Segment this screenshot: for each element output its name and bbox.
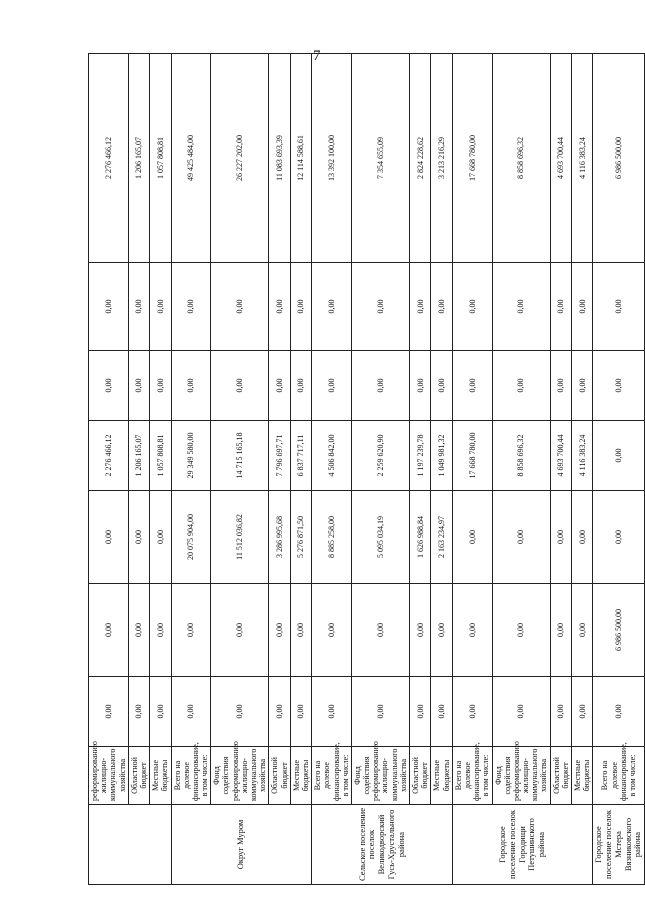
amount-cell: 0,00 <box>351 263 409 351</box>
table-row <box>492 54 550 885</box>
total-amount-cell: 2 824 228,62 <box>410 54 431 263</box>
amount-cell: 0,00 <box>550 263 571 351</box>
amount-cell: 0,00 <box>89 677 129 747</box>
amount-cell: 0,00 <box>550 491 571 584</box>
amount-cell: 0,00 <box>550 351 571 421</box>
financing-table <box>88 53 645 885</box>
amount-cell: 0,00 <box>410 677 431 747</box>
funding-source-cell: Всего на долевое финансирование, в том числе: <box>593 747 645 805</box>
table-row <box>452 54 492 885</box>
amount-cell: 0,00 <box>89 351 129 421</box>
amount-cell: 0,00 <box>492 263 550 351</box>
total-amount-cell: 11 083 693,39 <box>269 54 290 263</box>
table-body <box>89 54 645 885</box>
funding-source-cell: Всего на долевое финансирование, в том числе: <box>171 747 211 805</box>
funding-source-cell: Фонд содействия реформированию жилищно-коммунального хозяйства <box>211 747 269 805</box>
amount-cell: 0,00 <box>290 263 311 351</box>
amount-cell: 0,00 <box>312 263 352 351</box>
amount-cell: 8 858 696,32 <box>492 421 550 491</box>
amount-cell: 0,00 <box>171 677 211 747</box>
amount-cell: 0,00 <box>593 421 645 491</box>
municipality-cell: Городское поселение поселок Мстера Вязниковского района <box>593 805 645 885</box>
total-amount-cell: 1 057 808,81 <box>150 54 171 263</box>
table-row <box>171 54 211 885</box>
amount-cell: 0,00 <box>572 677 593 747</box>
amount-cell: 0,00 <box>150 677 171 747</box>
total-amount-cell: 26 227 202,00 <box>211 54 269 263</box>
amount-cell: 2 276 466,12 <box>89 421 129 491</box>
total-amount-cell: 12 114 588,61 <box>290 54 311 263</box>
total-amount-cell: 8 858 696,32 <box>492 54 550 263</box>
funding-source-cell: реформированию жилищно-коммунального хозяйства <box>89 747 129 805</box>
table-row <box>550 54 571 885</box>
total-amount-cell: 4 116 383,24 <box>572 54 593 263</box>
table-row <box>290 54 311 885</box>
amount-cell: 0,00 <box>410 351 431 421</box>
amount-cell: 0,00 <box>171 584 211 677</box>
amount-cell: 0,00 <box>211 351 269 421</box>
amount-cell: 0,00 <box>492 677 550 747</box>
amount-cell: 0,00 <box>431 351 452 421</box>
municipality-cell: Городское поселение поселок Городищи Петушинского района <box>452 805 593 885</box>
funding-source-cell: Областной бюджет <box>269 747 290 805</box>
funding-source-cell: Фонд содействия реформированию жилищно-коммунального хозяйства <box>492 747 550 805</box>
table-row <box>572 54 593 885</box>
funding-source-cell: Всего на долевое финансирование, в том числе: <box>312 747 352 805</box>
amount-cell: 0,00 <box>431 677 452 747</box>
funding-source-cell: Областной бюджет <box>550 747 571 805</box>
amount-cell: 0,00 <box>572 584 593 677</box>
amount-cell: 0,00 <box>312 351 352 421</box>
amount-cell: 0,00 <box>410 584 431 677</box>
amount-cell: 0,00 <box>593 351 645 421</box>
amount-cell: 0,00 <box>128 677 149 747</box>
amount-cell: 17 668 780,00 <box>452 421 492 491</box>
amount-cell: 0,00 <box>572 491 593 584</box>
table-row <box>312 54 352 885</box>
amount-cell: 0,00 <box>351 584 409 677</box>
amount-cell: 0,00 <box>128 491 149 584</box>
amount-cell: 0,00 <box>452 491 492 584</box>
amount-cell: 2 259 620,90 <box>351 421 409 491</box>
funding-source-cell: Местные бюджеты <box>431 747 452 805</box>
table-row <box>211 54 269 885</box>
amount-cell: 29 349 580,00 <box>171 421 211 491</box>
amount-cell: 0,00 <box>269 263 290 351</box>
amount-cell: 0,00 <box>269 584 290 677</box>
amount-cell: 0,00 <box>171 263 211 351</box>
amount-cell: 0,00 <box>351 351 409 421</box>
amount-cell: 0,00 <box>211 584 269 677</box>
amount-cell: 0,00 <box>492 351 550 421</box>
amount-cell: 0,00 <box>452 584 492 677</box>
total-amount-cell: 4 693 700,44 <box>550 54 571 263</box>
amount-cell: 0,00 <box>550 677 571 747</box>
amount-cell: 6 837 717,11 <box>290 421 311 491</box>
amount-cell: 0,00 <box>211 263 269 351</box>
amount-cell: 8 885 258,00 <box>312 491 352 584</box>
amount-cell: 11 512 036,82 <box>211 491 269 584</box>
amount-cell: 0,00 <box>128 351 149 421</box>
amount-cell: 1 626 988,84 <box>410 491 431 584</box>
amount-cell: 0,00 <box>211 677 269 747</box>
amount-cell: 0,00 <box>572 263 593 351</box>
amount-cell: 4 693 700,44 <box>550 421 571 491</box>
financing-table-rotated <box>88 53 643 885</box>
amount-cell: 0,00 <box>290 584 311 677</box>
amount-cell: 0,00 <box>150 584 171 677</box>
amount-cell: 6 986 500,00 <box>593 584 645 677</box>
amount-cell: 0,00 <box>550 584 571 677</box>
municipality-cell: Сельское поселение поселок Великодворский Гусь-Хрустального района <box>312 805 453 885</box>
total-amount-cell: 17 668 780,00 <box>452 54 492 263</box>
amount-cell: 0,00 <box>150 351 171 421</box>
total-amount-cell: 49 425 484,00 <box>171 54 211 263</box>
amount-cell: 0,00 <box>150 491 171 584</box>
amount-cell: 0,00 <box>593 677 645 747</box>
amount-cell: 0,00 <box>431 263 452 351</box>
amount-cell: 2 163 234,97 <box>431 491 452 584</box>
table-row <box>431 54 452 885</box>
table-row <box>269 54 290 885</box>
total-amount-cell: 6 986 500,00 <box>593 54 645 263</box>
amount-cell: 0,00 <box>171 351 211 421</box>
amount-cell: 0,00 <box>89 263 129 351</box>
amount-cell: 0,00 <box>290 351 311 421</box>
amount-cell: 0,00 <box>269 677 290 747</box>
table-row <box>593 54 645 885</box>
amount-cell: 0,00 <box>269 351 290 421</box>
amount-cell: 0,00 <box>593 263 645 351</box>
funding-source-cell: Местные бюджеты <box>572 747 593 805</box>
amount-cell: 0,00 <box>128 584 149 677</box>
total-amount-cell: 3 213 216,29 <box>431 54 452 263</box>
total-amount-cell: 7 354 655,09 <box>351 54 409 263</box>
amount-cell: 0,00 <box>593 491 645 584</box>
funding-source-cell: Местные бюджеты <box>150 747 171 805</box>
amount-cell: 5 095 034,19 <box>351 491 409 584</box>
funding-source-cell: Местные бюджеты <box>290 747 311 805</box>
funding-source-cell: Областной бюджет <box>128 747 149 805</box>
table-row <box>128 54 149 885</box>
funding-source-cell: Областной бюджет <box>410 747 431 805</box>
amount-cell: 0,00 <box>89 491 129 584</box>
total-amount-cell: 1 206 165,07 <box>128 54 149 263</box>
table-row <box>89 54 129 885</box>
amount-cell: 0,00 <box>128 263 149 351</box>
amount-cell: 0,00 <box>410 263 431 351</box>
amount-cell: 0,00 <box>290 677 311 747</box>
amount-cell: 0,00 <box>312 677 352 747</box>
table-row <box>150 54 171 885</box>
amount-cell: 0,00 <box>89 584 129 677</box>
amount-cell: 5 276 871,50 <box>290 491 311 584</box>
amount-cell: 1 197 239,78 <box>410 421 431 491</box>
amount-cell: 3 286 995,68 <box>269 491 290 584</box>
table-row <box>351 54 409 885</box>
amount-cell: 20 075 904,00 <box>171 491 211 584</box>
amount-cell: 1 057 808,81 <box>150 421 171 491</box>
amount-cell: 4 116 383,24 <box>572 421 593 491</box>
amount-cell: 7 796 697,71 <box>269 421 290 491</box>
amount-cell: 1 206 165,07 <box>128 421 149 491</box>
total-amount-cell: 2 276 466,12 <box>89 54 129 263</box>
amount-cell: 0,00 <box>452 677 492 747</box>
municipality-cell: Округ Муром <box>171 805 312 885</box>
table-row <box>410 54 431 885</box>
municipality-cell <box>89 805 172 885</box>
amount-cell: 1 049 981,32 <box>431 421 452 491</box>
amount-cell: 14 715 165,18 <box>211 421 269 491</box>
amount-cell: 0,00 <box>351 677 409 747</box>
amount-cell: 0,00 <box>492 584 550 677</box>
amount-cell: 0,00 <box>150 263 171 351</box>
funding-source-cell: Всего на долевое финансирование, в том числе: <box>452 747 492 805</box>
funding-source-cell: Фонд содействия реформированию жилищно-коммунального хозяйства <box>351 747 409 805</box>
amount-cell: 0,00 <box>492 491 550 584</box>
amount-cell: 0,00 <box>452 263 492 351</box>
amount-cell: 0,00 <box>312 584 352 677</box>
total-amount-cell: 13 392 100,00 <box>312 54 352 263</box>
amount-cell: 0,00 <box>431 584 452 677</box>
amount-cell: 4 506 842,00 <box>312 421 352 491</box>
amount-cell: 0,00 <box>452 351 492 421</box>
amount-cell: 0,00 <box>572 351 593 421</box>
page-number: 7 <box>313 48 321 64</box>
